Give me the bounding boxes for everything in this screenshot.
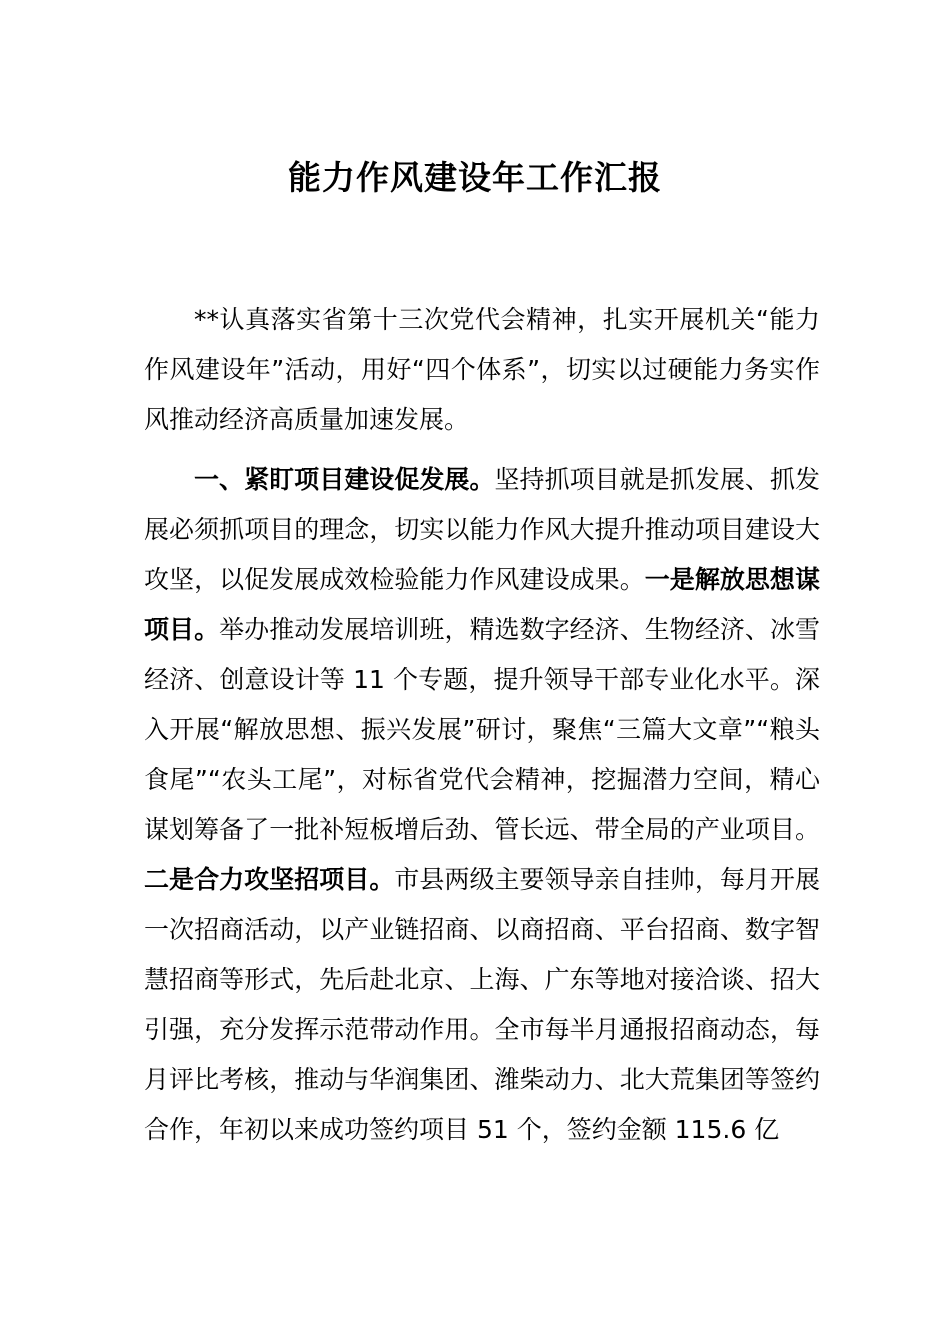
point-1-text: 举办推动发展培训班，精选数字经济、生物经济、冰雪经济、创意设计等 11 个专题，提升领导干部专业化水平。深入开展“解放思想、振兴发展”研讨，聚焦“三篇大文章”“粮头食尾”“农头工尾”，对标省党代会精神，挖掘潜力空间，精心谋划筹备了一批补短板增后劲、管长远、带全局的产业项目。: [144, 615, 820, 844]
point-1-heading: 一是解放思想谋项目。: [144, 565, 820, 644]
section-1-heading: 一、紧盯项目建设促发展。: [194, 465, 495, 494]
section-1-paragraph: [144, 455, 820, 1155]
point-2-heading: 二是合力攻坚招项目。: [144, 865, 395, 894]
point-2-text: 市县两级主要领导亲自挂帅，每月开展一次招商活动，以产业链招商、以商招商、平台招商、数字智慧招商等形式，先后赴北京、上海、广东等地对接洽谈、招大引强，充分发挥示范带动作用。全市每半月通报招商动态，每月评比考核，推动与华润集团、潍柴动力、北大荒集团等签约合作，年初以来成功签约项目 51 个，签约金额 115.6 亿: [144, 865, 820, 1144]
document-body: [144, 295, 820, 1155]
section-1-text: 坚持抓项目就是抓发展、抓发展必须抓项目的理念，切实以能力作风大提升推动项目建设大攻坚，以促发展成效检验能力作风建设成果。: [144, 465, 820, 594]
intro-paragraph: **认真落实省第十三次党代会精神，扎实开展机关“能力作风建设年”活动，用好“四个体系”，切实以过硬能力务实作风推动经济高质量加速发展。: [144, 305, 820, 434]
document-title: 能力作风建设年工作汇报: [288, 158, 662, 197]
